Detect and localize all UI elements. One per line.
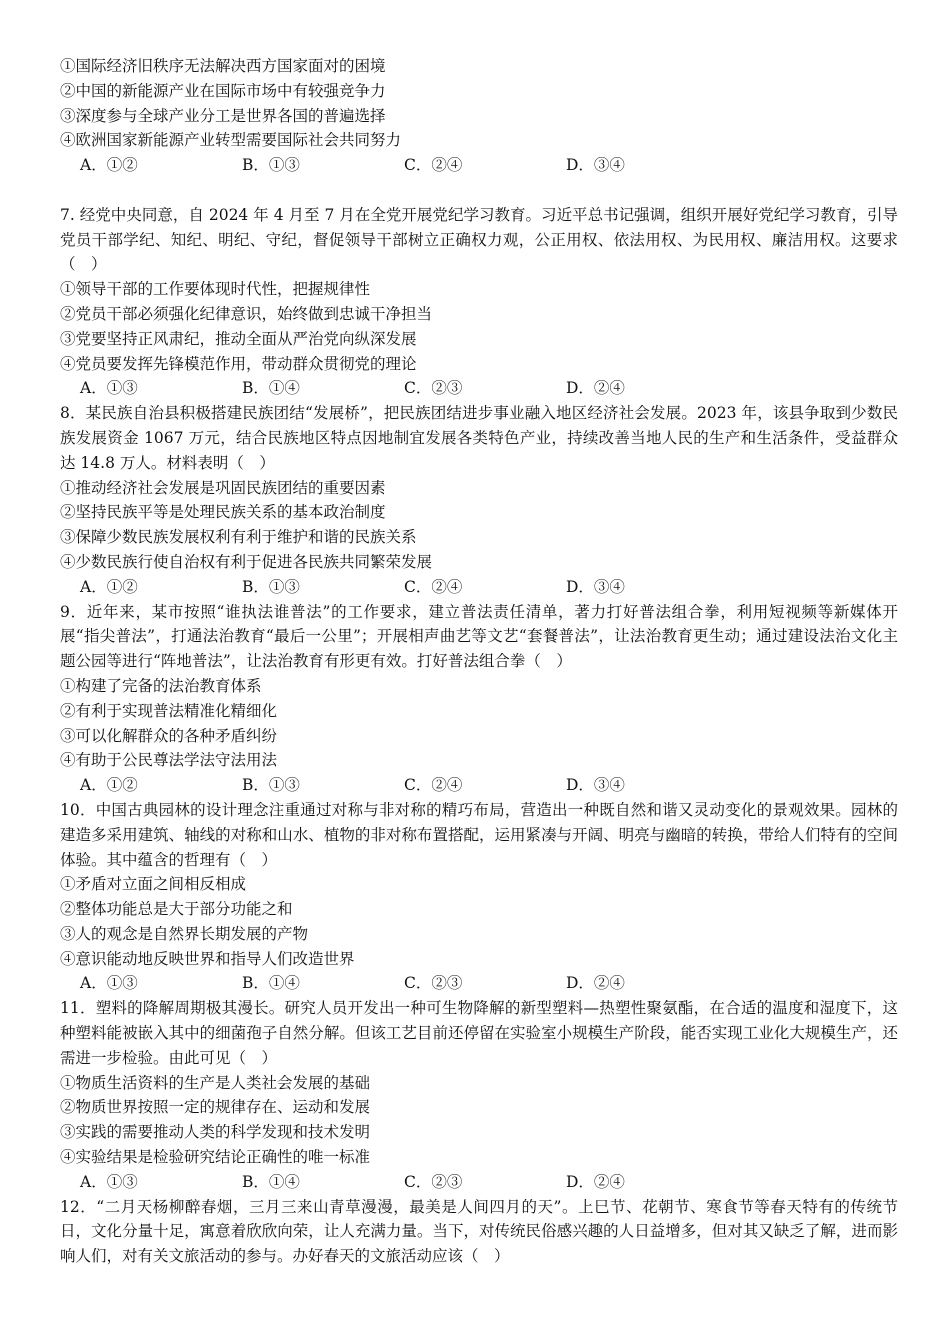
option-a[interactable]: A．①② — [80, 776, 138, 795]
question-8-item-3: ③保障少数民族发展权利有利于维护和谐的民族关系 — [60, 528, 417, 547]
option-d[interactable]: D．②④ — [566, 379, 625, 398]
option-b[interactable]: B．①④ — [242, 974, 300, 993]
question-9-options — [60, 773, 898, 798]
option-c[interactable]: C．②④ — [404, 156, 463, 175]
option-a[interactable]: A．①③ — [80, 974, 138, 993]
option-d[interactable]: D．③④ — [566, 776, 625, 795]
question-8-stem: 8．某民族自治县积极搭建民族团结“发展桥”，把民族团结进步事业融入地区经济社会发展。2023 年，该县争取到少数民族发展资金 1067 万元，结合民族地区特点因地制宜发展各类特色产业，持续改善当地人民的生产和生活条件，受益群众达 14.8 万人。材料表明（ ） — [60, 404, 898, 472]
option-c[interactable]: C．②③ — [404, 974, 463, 993]
question-12-stem: 12．“二月天杨柳醉春烟，三月三来山青草漫漫，最美是人间四月的天”。上巳节、花朝节、寒食节等春天特有的传统节日，文化分量十足，寓意着欣欣向荣，让人充满力量。当下，对传统民俗感兴趣的人日益增多，但对其又缺乏了解，进而影响人们，对有关文旅活动的参与。办好春天的文旅活动应该（ ） — [60, 1197, 898, 1266]
question-11-item-1: ①物质生活资料的生产是人类社会发展的基础 — [60, 1073, 371, 1092]
option-a[interactable]: A．①③ — [80, 1172, 138, 1191]
option-c[interactable]: C．②④ — [404, 776, 463, 795]
option-d[interactable]: D．③④ — [566, 156, 625, 175]
question-10-stem: 10．中国古典园林的设计理念注重通过对称与非对称的精巧布局，营造出一种既自然和谐又灵动变化的景观效果。园林的建造多采用建筑、轴线的对称和山水、植物的非对称布置搭配，运用紧凑与开阔、明亮与幽暗的转换，带给人们特有的空间体验。其中蕴含的哲理有（ ） — [60, 800, 898, 869]
question-8-item-1: ①推动经济社会发展是巩固民族团结的重要因素 — [60, 478, 386, 497]
question-9-item-4: ④有助于公民尊法学法守法用法 — [60, 751, 278, 770]
option-b[interactable]: B．①④ — [242, 1172, 300, 1191]
question-7 — [60, 203, 898, 401]
question-10-item-1: ①矛盾对立面之间相反相成 — [60, 875, 247, 894]
option-c[interactable]: C．②③ — [404, 1172, 463, 1191]
question-7-item-2: ②党员干部必须强化纪律意识，始终做到忠诚干净担当 — [60, 304, 433, 323]
question-6-options — [60, 153, 898, 178]
question-6-item-3: ③深度参与全球产业分工是世界各国的普遍选择 — [60, 106, 386, 125]
question-7-item-3: ③党要坚持正风肃纪，推动全面从严治党向纵深发展 — [60, 329, 417, 348]
question-11 — [60, 996, 898, 1194]
question-8-item-2: ②坚持民族平等是处理民族关系的基本政治制度 — [60, 503, 386, 522]
question-6-item-4: ④欧洲国家新能源产业转型需要国际社会共同努力 — [60, 131, 402, 150]
question-10 — [60, 798, 898, 996]
question-6-item-2: ②中国的新能源产业在国际市场中有较强竞争力 — [60, 81, 386, 100]
option-d[interactable]: D．③④ — [566, 577, 625, 596]
question-7-stem: 7. 经党中央同意，自 2024 年 4 月至 7 月在全党开展党纪学习教育。习近平总书记强调，组织开展好党纪学习教育，引导党员干部学纪、知纪、明纪、守纪，督促领导干部树立正确权力观，公正用权、依法用权、为民用权、廉洁用权。这要求（ ） — [60, 205, 898, 274]
question-6 — [60, 54, 898, 178]
option-b[interactable]: B．①③ — [242, 577, 300, 596]
option-c[interactable]: C．②④ — [404, 577, 463, 596]
option-a[interactable]: A．①③ — [80, 379, 138, 398]
question-10-item-4: ④意识能动地反映世界和指导人们改造世界 — [60, 949, 355, 968]
question-7-item-4: ④党员要发挥先锋模范作用，带动群众贯彻党的理论 — [60, 354, 417, 373]
question-8-item-4: ④少数民族行使自治权有利于促进各民族共同繁荣发展 — [60, 552, 433, 571]
option-a[interactable]: A．①② — [80, 577, 138, 596]
question-11-options — [60, 1170, 898, 1195]
question-9-item-3: ③可以化解群众的各种矛盾纠纷 — [60, 726, 278, 745]
option-a[interactable]: A．①② — [80, 156, 138, 175]
spacer — [60, 178, 898, 203]
question-10-item-2: ②整体功能总是大于部分功能之和 — [60, 900, 293, 919]
option-b[interactable]: B．①③ — [242, 776, 300, 795]
option-c[interactable]: C．②③ — [404, 379, 463, 398]
question-9-stem: 9．近年来，某市按照“谁执法谁普法”的工作要求，建立普法责任清单，著力打好普法组合拳，利用短视频等新媒体开展“指尖普法”，打通法治教育“最后一公里”；开展相声曲艺等文艺“套餐普法”，让法治教育更生动；通过建设法治文化主题公园等进行“阵地普法”，让法治教育有形更有效。打好普法组合拳（ ） — [60, 602, 898, 671]
question-9-item-2: ②有利于实现普法精准化精细化 — [60, 701, 278, 720]
option-b[interactable]: B．①④ — [242, 379, 300, 398]
question-8-options — [60, 575, 898, 600]
question-10-item-3: ③人的观念是自然界长期发展的产物 — [60, 924, 309, 943]
question-9 — [60, 600, 898, 798]
option-d[interactable]: D．②④ — [566, 1172, 625, 1191]
option-d[interactable]: D．②④ — [566, 974, 625, 993]
option-b[interactable]: B．①③ — [242, 156, 300, 175]
question-11-item-3: ③实践的需要推动人类的科学发现和技术发明 — [60, 1123, 371, 1142]
question-11-item-4: ④实验结果是检验研究结论正确性的唯一标准 — [60, 1148, 371, 1167]
question-10-options — [60, 971, 898, 996]
question-12 — [60, 1195, 898, 1269]
question-9-item-1: ①构建了完备的法治教育体系 — [60, 676, 262, 695]
exam-page — [60, 54, 898, 1269]
question-6-item-1: ①国际经济旧秩序无法解决西方国家面对的困境 — [60, 57, 386, 75]
question-8 — [60, 401, 898, 599]
question-11-stem: 11．塑料的降解周期极其漫长。研究人员开发出一种可生物降解的新型塑料—热塑性聚氨酯，在合适的温度和湿度下，这种塑料能被嵌入其中的细菌孢子自然分解。但该工艺目前还停留在实验室小规模生产阶段，能否实现工业化大规模生产，还需进一步检验。由此可见（ ） — [60, 999, 898, 1067]
question-7-item-1: ①领导干部的工作要体现时代性，把握规律性 — [60, 280, 371, 299]
question-7-options — [60, 376, 898, 401]
question-11-item-2: ②物质世界按照一定的规律存在、运动和发展 — [60, 1098, 371, 1117]
